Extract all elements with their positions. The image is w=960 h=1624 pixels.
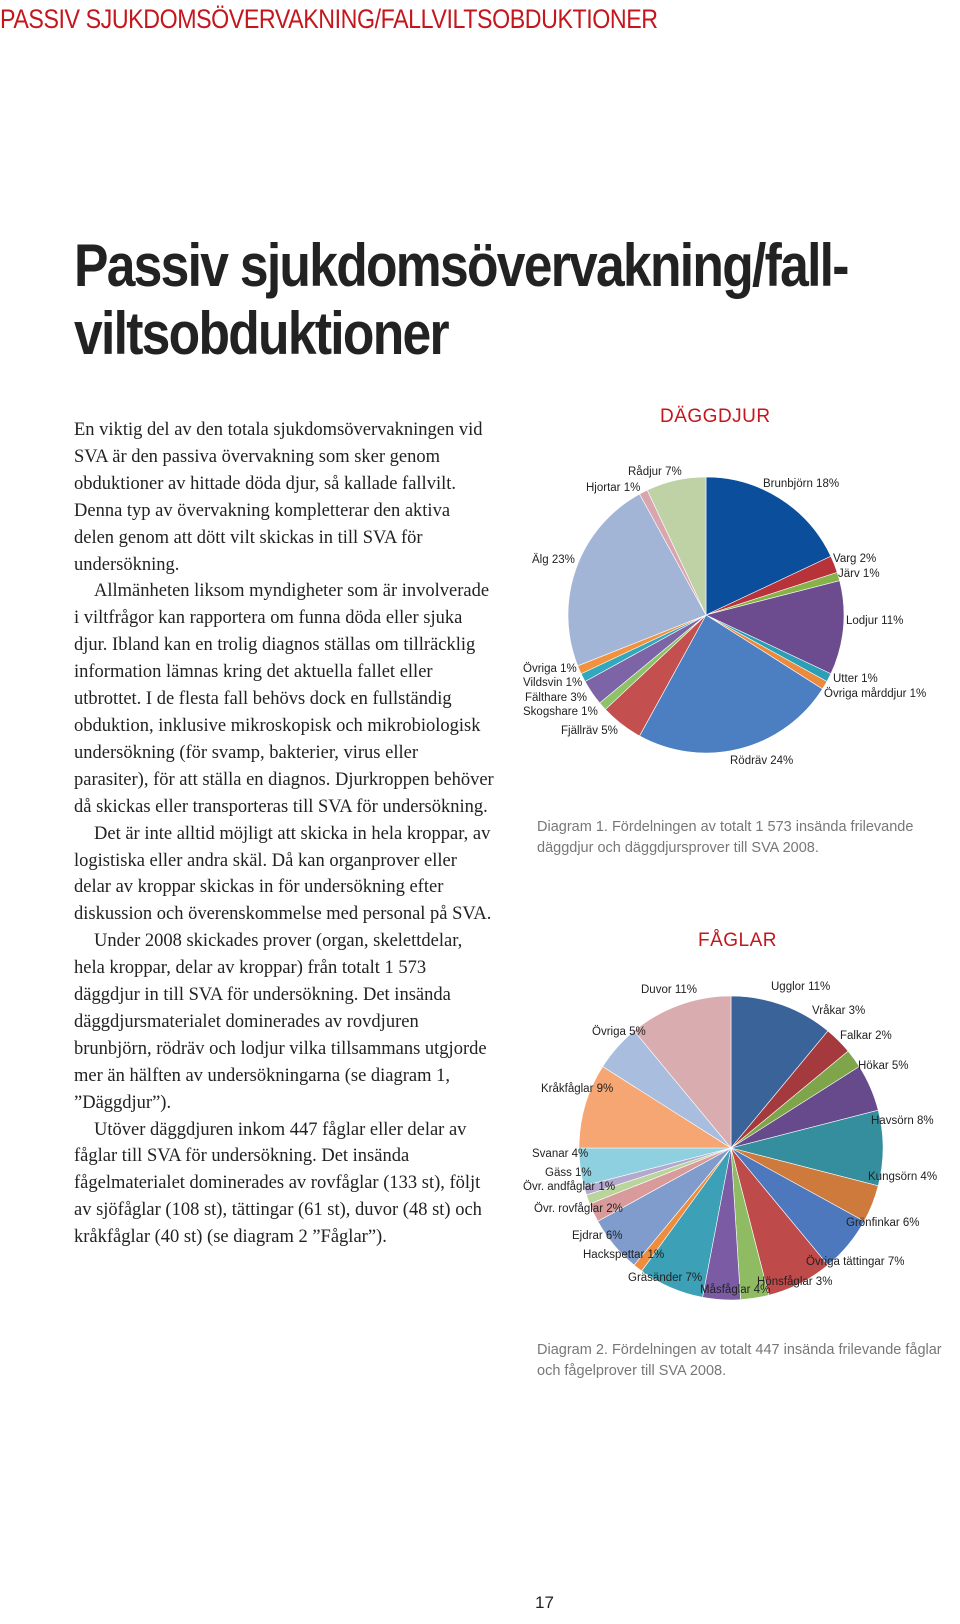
bird-slice-label: Övriga 5% [592, 1026, 646, 1038]
paragraph: Det är inte alltid möjligt att skicka in hela kroppar, av logistiska eller andra skäl. Då kan organprover eller delar av kroppar skickas in för undersökning efter diskussion och överenskommelse med personal på SVA. [74, 823, 492, 925]
paragraph: En viktig del av den totala sjukdomsövervakningen vid SVA är den passiva övervakning som sker genom obduktioner av hittade döda djur, så kallade fallvilt. Denna typ av övervakning kompletterar den aktiva delen genom att dött vilt skickas in till SVA för undersökning. [74, 420, 483, 575]
mammal-slice-label: Älg 23% [532, 554, 575, 566]
mammal-slice-label: Hjortar 1% [586, 482, 641, 494]
mammal-slice-label: Järv 1% [838, 568, 880, 580]
page-number: 17 [535, 1593, 554, 1612]
bird-slice-label: Gäss 1% [545, 1167, 592, 1179]
bird-slice-label: Vråkar 3% [812, 1005, 866, 1017]
running-header: PASSIV SJUKDOMSÖVERVAKNING/FALLVILTSOBDUKTIONER [0, 4, 658, 34]
bird-slice-label: Svanar 4% [532, 1148, 589, 1160]
mammal-slice-label: Vildsvin 1% [523, 677, 583, 689]
bird-slice-label: Ugglor 11% [771, 981, 831, 993]
paragraph: Under 2008 skickades prover (organ, skelettdelar, hela kroppar, delar av kroppar) från totalt 1 573 däggdjur in till SVA för undersökning. Det insända däggdjursmaterialet dominerades av rovdjuren brunbjörn, rödräv och lodjur vilka tillsammans utgjorde mer än hälften av undersökningarna (se diagram 1, ”Däggdjur”). [74, 931, 487, 1113]
bird-slice-label: Havsörn 8% [871, 1115, 934, 1127]
mammal-slice-label: Övriga 1% [523, 663, 577, 675]
mammal-slice-label: Rådjur 7% [628, 466, 682, 478]
bird-slice-label: Övr. andfåglar 1% [523, 1181, 616, 1193]
mammal-slice-label: Varg 2% [833, 553, 877, 565]
paragraph: Utöver däggdjuren inkom 447 fåglar eller delar av fåglar till SVA för undersökning. Det insända fågelmaterialet dominerades av rovfåglar (133 st), följt av sjöfåglar (108 st), tättingar (61 st), duvor (48 st) och kråkfåglar (40 st) (se diagram 2 ”Fåglar”). [74, 1119, 482, 1248]
bird-slice-label: Hökar 5% [858, 1060, 909, 1072]
mammal-slice-label: Skogshare 1% [523, 706, 598, 718]
mammals-chart-title: DÄGGDJUR [660, 406, 771, 427]
bird-slice-label: Hönsfåglar 3% [757, 1276, 833, 1288]
bird-slice-label: Falkar 2% [840, 1030, 892, 1042]
birds-chart-title: FÅGLAR [698, 930, 778, 951]
mammals-chart-caption: Diagram 1. Fördelningen av totalt 1 573 insända frilevande däggdjur och däggdjursprover till SVA 2008. [537, 819, 914, 856]
page-title-line-2: viltsobduktioner [74, 300, 448, 367]
bird-slice-label: Kungsörn 4% [868, 1171, 938, 1183]
paragraph: Allmänheten liksom myndigheter som är involverade i viltfrågor kan rapportera om funna döda eller sjuka djur. Ibland kan en trolig diagnos ställas om tillräcklig information lämnas kring det aktuella fallet eller utbrottet. I de flesta fall behövs dock en fullständig obduktion, inklusive mikroskopisk och mikrobiologisk undersökning (för svamp, bakterier, virus eller parasiter), för att ställa en diagnos. Djurkroppen behöver då skickas eller transporteras till SVA för undersökning. [74, 581, 494, 817]
mammal-slice-label: Brunbjörn 18% [763, 478, 840, 490]
bird-slice-label: Övr. rovfåglar 2% [534, 1203, 623, 1215]
bird-slice-label: Hackspettar 1% [583, 1249, 665, 1261]
mammal-slice-label: Fälthare 3% [525, 692, 588, 704]
mammal-slice-label: Utter 1% [833, 673, 878, 685]
mammal-slice-label: Rödräv 24% [730, 755, 794, 767]
mammal-slice-label: Fjällräv 5% [561, 725, 618, 737]
page-title-line-1: Passiv sjukdomsövervakning/fall- [74, 232, 848, 299]
mammal-slice-label: Lodjur 11% [846, 615, 904, 627]
bird-slice-label: Kråkfåglar 9% [541, 1083, 614, 1095]
mammal-slice-label: Övriga mårddjur 1% [824, 688, 927, 700]
bird-slice-label: Ejdrar 6% [572, 1230, 623, 1242]
bird-slice-label: Gräsänder 7% [628, 1272, 703, 1284]
birds-chart-caption: Diagram 2. Fördelningen av totalt 447 insända frilevande fåglar och fågelprover till SVA 2008. [537, 1342, 942, 1379]
bird-slice-label: Duvor 11% [641, 984, 698, 996]
bird-slice-label: Övriga tättingar 7% [806, 1256, 905, 1268]
bird-slice-label: Måsfåglar 4% [700, 1284, 771, 1296]
bird-slice-label: Grönfinkar 6% [846, 1217, 920, 1229]
